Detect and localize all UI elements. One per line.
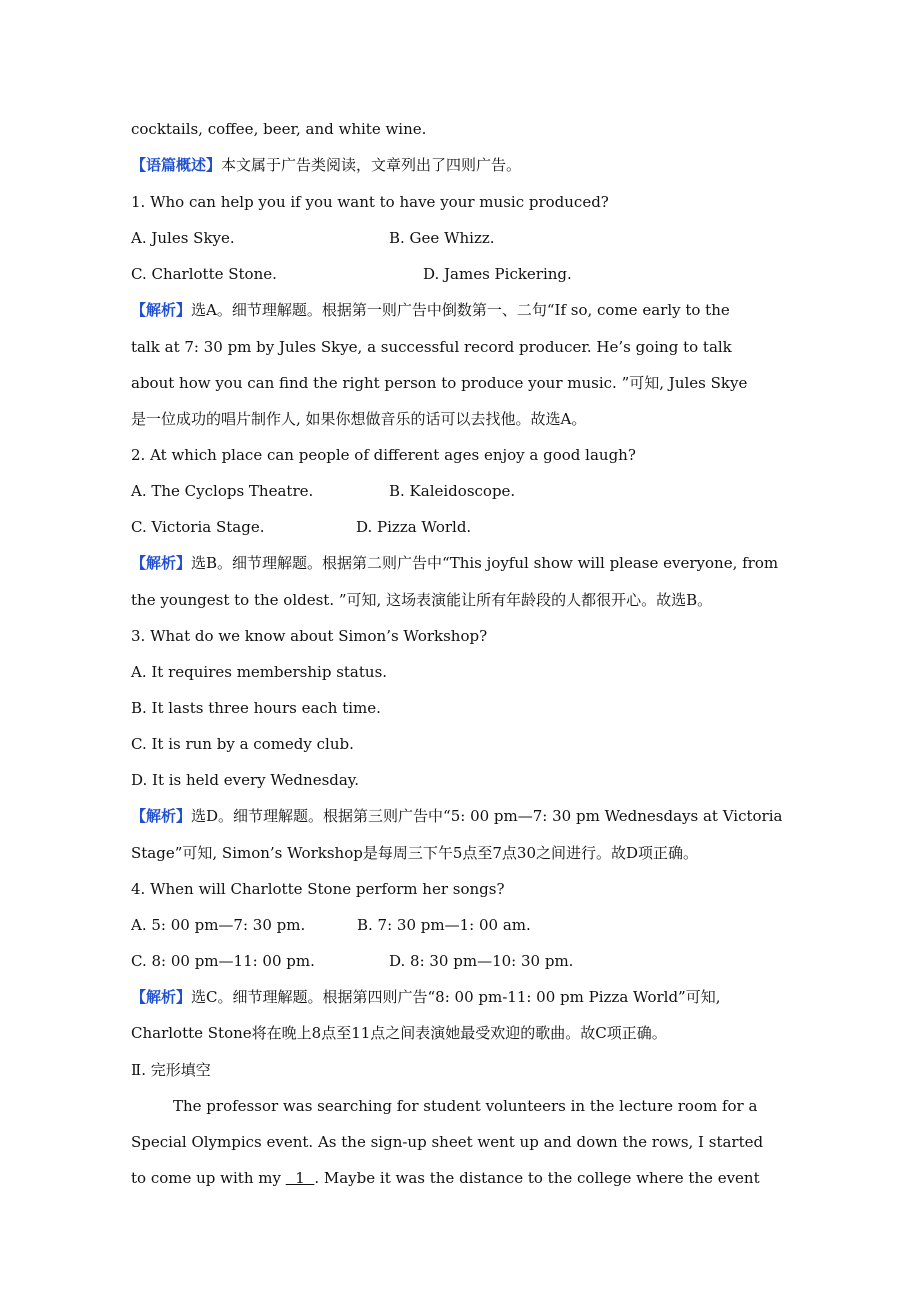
q2-analysis-text-1: 选B。细节理解题。根据第二则广告中“This joyful show will please everyone, from	[191, 554, 779, 572]
question-4: 4. When will Charlotte Stone perform her songs?	[131, 880, 505, 898]
intro-line: cocktails, coffee, beer, and white wine.	[131, 120, 427, 138]
q3-analysis-line-2: Stage”可知, Simon’s Workshop是每周三下午5点至7点30之间进行。故D项正确。	[131, 844, 699, 862]
q1-analysis-tag: 【解析】	[131, 301, 192, 319]
passage-line-1: The professor was searching for student volunteers in the lecture room for a	[173, 1097, 758, 1115]
q4-options-row-2	[131, 951, 820, 971]
q2-analysis-line-2: the youngest to the oldest. ”可知, 这场表演能让所有年龄段的人都很开心。故选B。	[131, 591, 713, 609]
q2-analysis-line-1	[131, 553, 820, 573]
q4-options-row-1	[131, 915, 820, 935]
q1-option-b: B. Gee Whizz.	[389, 229, 495, 247]
q4-option-d: D. 8: 30 pm—10: 30 pm.	[389, 952, 574, 970]
q1-analysis-line-4: 是一位成功的唱片制作人, 如果你想做音乐的话可以去找他。故选A。	[131, 410, 587, 428]
q3-option-d: D. It is held every Wednesday.	[131, 771, 360, 789]
q4-option-c: C. 8: 00 pm—11: 00 pm.	[131, 952, 315, 970]
summary-line	[131, 155, 820, 175]
section-title: Ⅱ. 完形填空	[131, 1061, 211, 1079]
question-2: 2. At which place can people of different ages enjoy a good laugh?	[131, 446, 636, 464]
q4-analysis-line-1	[131, 987, 820, 1007]
q2-options-row-1	[131, 481, 820, 501]
blank-1[interactable]: 1	[285, 1169, 315, 1187]
summary-text: 本文属于广告类阅读，文章列出了四则广告。	[221, 156, 522, 174]
q4-option-b: B. 7: 30 pm—1: 00 am.	[357, 916, 531, 934]
q3-analysis-tag: 【解析】	[131, 807, 192, 825]
q1-option-c: C. Charlotte Stone.	[131, 265, 277, 283]
q4-option-a: A. 5: 00 pm—7: 30 pm.	[131, 916, 306, 934]
q2-options-row-2	[131, 517, 820, 537]
passage-line-3-end: . Maybe it was the distance to the college where the event	[314, 1169, 760, 1187]
q3-analysis-line-1	[131, 806, 820, 826]
q1-options-row-1	[131, 228, 820, 248]
q4-analysis-tag: 【解析】	[131, 988, 192, 1006]
q1-analysis-line-3: about how you can find the right person to produce your music. ”可知, Jules Skye	[131, 374, 748, 392]
q4-analysis-text-1: 选C。细节理解题。根据第四则广告“8: 00 pm-11: 00 pm Pizza World”可知,	[191, 988, 721, 1006]
passage-line-2: Special Olympics event. As the sign-up sheet went up and down the rows, I started	[131, 1133, 764, 1151]
q3-option-c: C. It is run by a comedy club.	[131, 735, 354, 753]
question-1: 1. Who can help you if you want to have your music produced?	[131, 193, 609, 211]
q1-option-a: A. Jules Skye.	[131, 229, 235, 247]
q2-option-a: A. The Cyclops Theatre.	[131, 482, 314, 500]
passage-line-3-start: to come up with my	[131, 1169, 286, 1187]
q3-option-a: A. It requires membership status.	[131, 663, 388, 681]
q2-option-b: B. Kaleidoscope.	[389, 482, 516, 500]
question-3: 3. What do we know about Simon’s Workshop?	[131, 627, 488, 645]
q2-option-c: C. Victoria Stage.	[131, 518, 265, 536]
q3-analysis-text-1: 选D。细节理解题。根据第三则广告中“5: 00 pm—7: 30 pm Wednesdays at Victoria	[191, 807, 783, 825]
q1-options-row-2	[131, 264, 820, 284]
q2-analysis-tag: 【解析】	[131, 554, 192, 572]
q3-option-b: B. It lasts three hours each time.	[131, 699, 381, 717]
q2-option-d: D. Pizza World.	[356, 518, 472, 536]
q1-option-d: D. James Pickering.	[423, 265, 572, 283]
summary-tag: 【语篇概述】	[131, 156, 222, 174]
passage-line-3	[131, 1168, 820, 1188]
q4-analysis-line-2: Charlotte Stone将在晚上8点至11点之间表演她最受欢迎的歌曲。故C项正确。	[131, 1024, 667, 1042]
q1-analysis-line-1	[131, 300, 820, 320]
q1-analysis-text-1: 选A。细节理解题。根据第一则广告中倒数第一、二句“If so, come early to the	[191, 301, 730, 319]
q1-analysis-line-2: talk at 7: 30 pm by Jules Skye, a successful record producer. He’s going to talk	[131, 338, 732, 356]
